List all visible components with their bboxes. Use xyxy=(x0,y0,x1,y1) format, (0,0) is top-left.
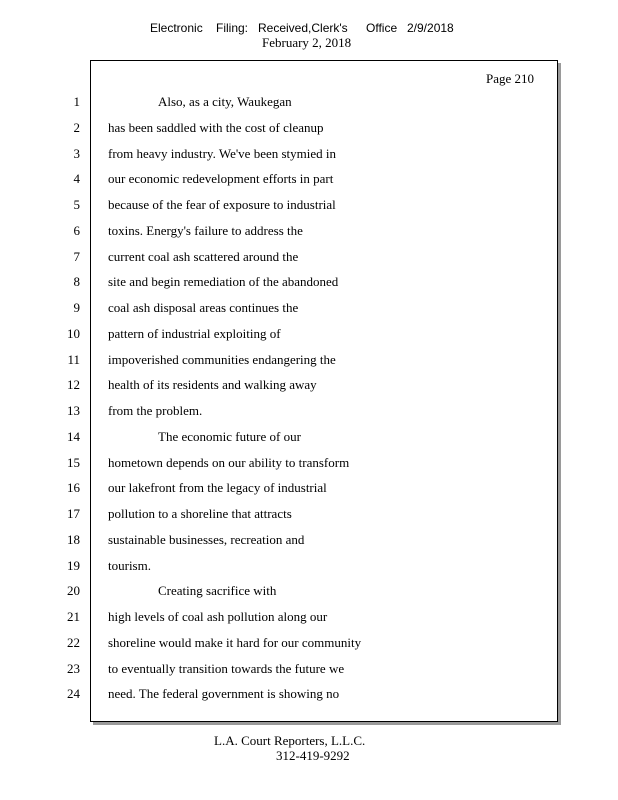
line-number: 14 xyxy=(67,428,80,444)
line-number: 9 xyxy=(73,300,80,315)
line-text: from heavy industry. We've been stymied in xyxy=(108,145,337,161)
line-text: our economic redevelopment efforts in part xyxy=(108,171,334,187)
line-text: tourism. xyxy=(108,557,151,573)
electronic-filing-stamp xyxy=(0,21,618,35)
line-text: toxins. Energy's failure to address the xyxy=(108,222,303,238)
line-text: current coal ash scattered around the xyxy=(108,248,299,264)
line-text: sustainable businesses, recreation and xyxy=(108,531,305,547)
transcript-line xyxy=(0,144,618,164)
line-text: to eventually transition towards the future we xyxy=(108,660,345,676)
line-number: 23 xyxy=(67,660,80,676)
transcript-line xyxy=(0,633,618,653)
transcript-line xyxy=(0,298,618,318)
transcript-line xyxy=(0,607,618,627)
transcript-line xyxy=(0,118,618,138)
transcript-line xyxy=(0,659,618,679)
transcript-line xyxy=(0,247,618,267)
transcript-line xyxy=(0,530,618,550)
line-number: 21 xyxy=(67,609,80,624)
line-text: Also, as a city, Waukegan xyxy=(158,94,292,109)
line-text: impoverished communities endangering the xyxy=(108,351,336,367)
transcript-line xyxy=(0,272,618,292)
line-number: 15 xyxy=(67,454,80,470)
line-number: 4 xyxy=(73,171,80,187)
line-number: 13 xyxy=(67,403,80,418)
transcript-line xyxy=(0,478,618,498)
transcript-line xyxy=(0,556,618,576)
document-date: February 2, 2018 xyxy=(262,35,352,50)
line-text: shoreline would make it hard for our community xyxy=(108,634,362,650)
line-number: 8 xyxy=(73,274,80,290)
line-number: 20 xyxy=(67,583,80,599)
transcript-line xyxy=(0,92,618,112)
line-number: 3 xyxy=(73,145,80,161)
transcript-line xyxy=(0,324,618,344)
transcript-line xyxy=(0,427,618,447)
transcript-line xyxy=(0,504,618,524)
transcript-line xyxy=(0,350,618,370)
line-text: pollution to a shoreline that attracts xyxy=(108,506,292,521)
line-text: from the problem. xyxy=(108,403,203,418)
line-number: 6 xyxy=(73,222,80,238)
line-number: 12 xyxy=(67,377,80,393)
line-text: site and begin remediation of the abandoned xyxy=(108,274,339,290)
line-text: health of its residents and walking away xyxy=(108,377,317,393)
line-number: 7 xyxy=(73,248,80,264)
line-number: 16 xyxy=(67,480,80,496)
line-text: hometown depends on our ability to transform xyxy=(108,454,350,470)
line-number: 19 xyxy=(67,557,80,573)
page-number: Page 210 xyxy=(485,71,534,86)
line-text: coal ash disposal areas continues the xyxy=(108,300,299,315)
line-number: 18 xyxy=(67,531,80,547)
line-number: 11 xyxy=(67,351,80,367)
stamp-filing: Filing: xyxy=(216,21,249,35)
stamp-electronic: Electronic xyxy=(150,21,203,35)
line-text: need. The federal government is showing no xyxy=(108,686,340,702)
line-number: 24 xyxy=(67,686,80,702)
line-number: 17 xyxy=(67,506,80,521)
line-text: because of the fear of exposure to industrial xyxy=(108,197,336,212)
transcript-line xyxy=(0,453,618,473)
transcript-line xyxy=(0,221,618,241)
transcript-line xyxy=(0,375,618,395)
line-text: high levels of coal ash pollution along our xyxy=(108,609,328,624)
transcript-line xyxy=(0,169,618,189)
line-text: pattern of industrial exploiting of xyxy=(108,325,281,341)
stamp-office: Office xyxy=(366,21,398,35)
transcript-line xyxy=(0,401,618,421)
line-number: 10 xyxy=(67,325,80,341)
line-text: has been saddled with the cost of cleanup xyxy=(108,119,324,135)
transcript-line xyxy=(0,581,618,601)
line-number: 2 xyxy=(73,119,80,135)
transcript-line xyxy=(0,195,618,215)
line-text: our lakefront from the legacy of industrial xyxy=(108,480,327,496)
footer-phone: 312-419-9292 xyxy=(276,748,350,763)
stamp-received: Received,Clerk's xyxy=(258,21,348,35)
stamp-date: 2/9/2018 xyxy=(407,21,454,35)
transcript-line xyxy=(0,684,618,704)
line-number: 22 xyxy=(67,634,80,650)
footer-company: L.A. Court Reporters, L.L.C. xyxy=(214,733,366,748)
line-number: 1 xyxy=(73,94,80,109)
line-text: The economic future of our xyxy=(158,428,301,444)
line-number: 5 xyxy=(73,197,80,212)
line-text: Creating sacrifice with xyxy=(158,583,277,599)
